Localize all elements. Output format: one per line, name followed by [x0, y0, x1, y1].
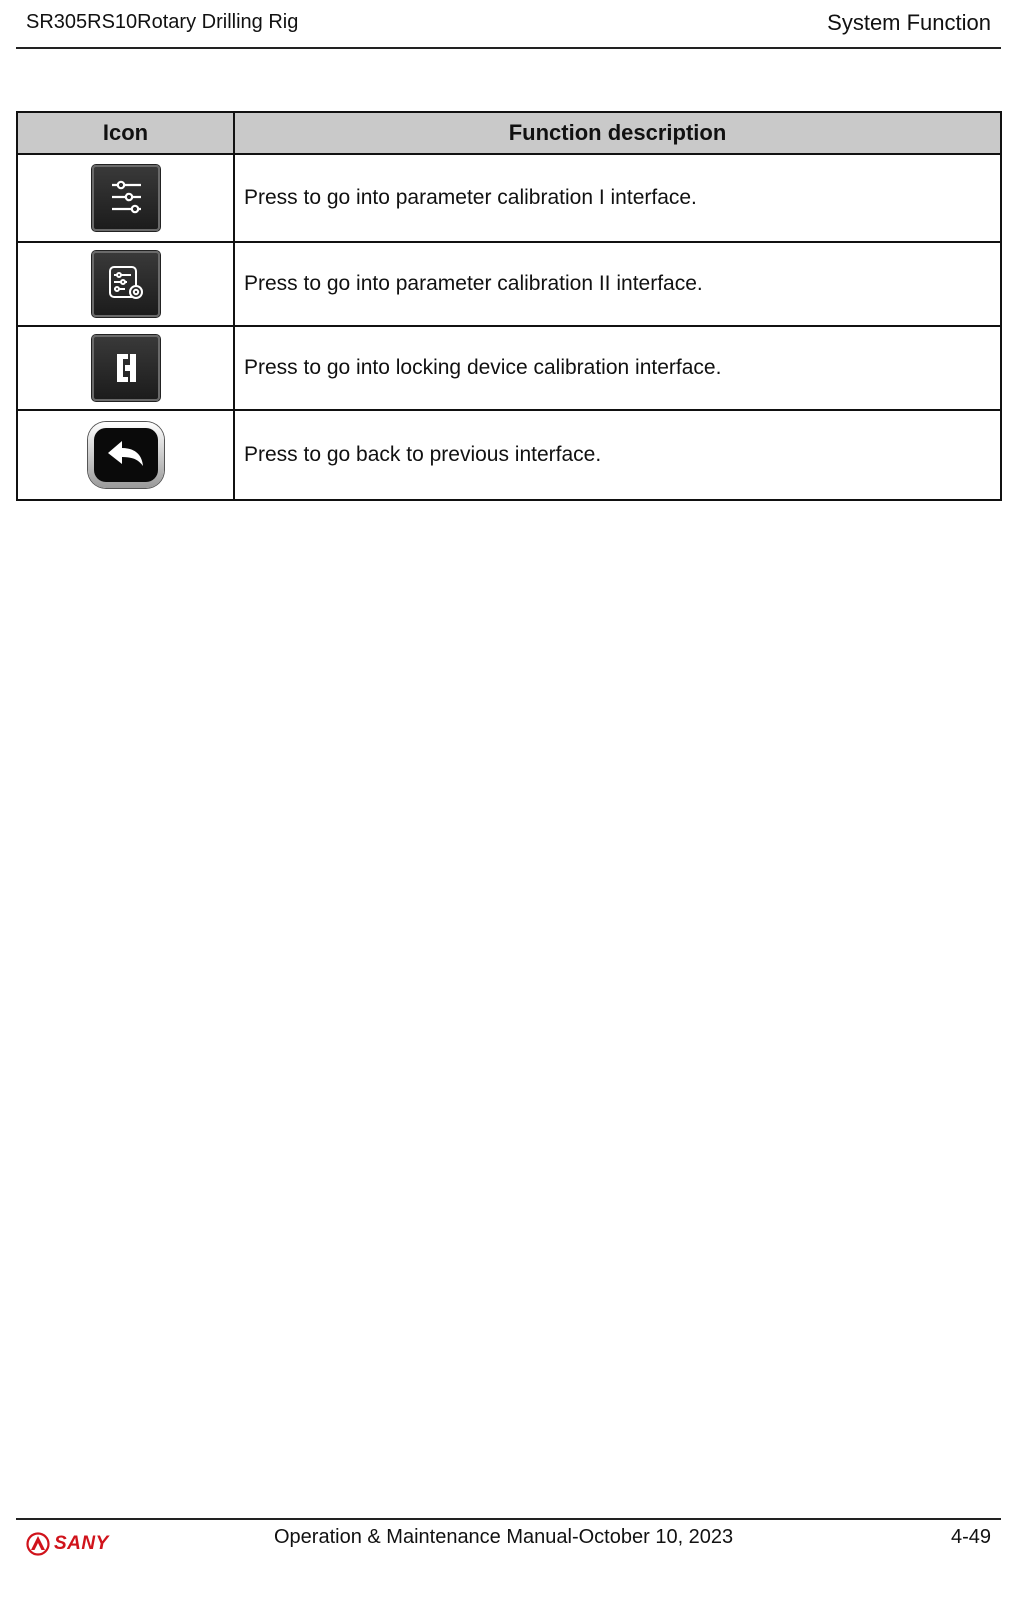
description-cell: Press to go into parameter calibration II interface.: [234, 242, 1001, 326]
logo-text: SANY: [54, 1533, 109, 1554]
function-table: [16, 111, 1002, 501]
table-row: [17, 242, 1001, 326]
sany-logo-icon: [26, 1532, 50, 1556]
section-title: System Function: [827, 10, 991, 35]
table-header-row: [17, 112, 1001, 154]
description-cell: Press to go into locking device calibration interface.: [234, 326, 1001, 410]
parameter-calibration-2-icon: [92, 251, 160, 317]
table-row: [17, 326, 1001, 410]
description-cell: Press to go into parameter calibration I interface.: [234, 154, 1001, 242]
page-footer: [16, 1518, 1001, 1570]
icon-cell: [17, 154, 234, 242]
icon-cell: [17, 410, 234, 500]
page-header: [16, 0, 1001, 49]
icon-cell: [17, 242, 234, 326]
manual-title: Operation & Maintenance Manual-October 10, 2023: [274, 1526, 734, 1548]
column-header-icon: Icon: [17, 112, 234, 154]
description-cell: Press to go back to previous interface.: [234, 410, 1001, 500]
page-number: 4-49: [950, 1526, 991, 1548]
sany-logo: [26, 1530, 109, 1558]
column-header-description: Function description: [234, 112, 1001, 154]
icon-cell: [17, 326, 234, 410]
table-row: [17, 410, 1001, 500]
parameter-calibration-1-icon: [92, 165, 160, 231]
document-title: SR305RS10Rotary Drilling Rig: [26, 11, 299, 33]
table-row: [17, 154, 1001, 242]
locking-device-calibration-icon: [92, 335, 160, 401]
back-icon: [88, 422, 164, 488]
